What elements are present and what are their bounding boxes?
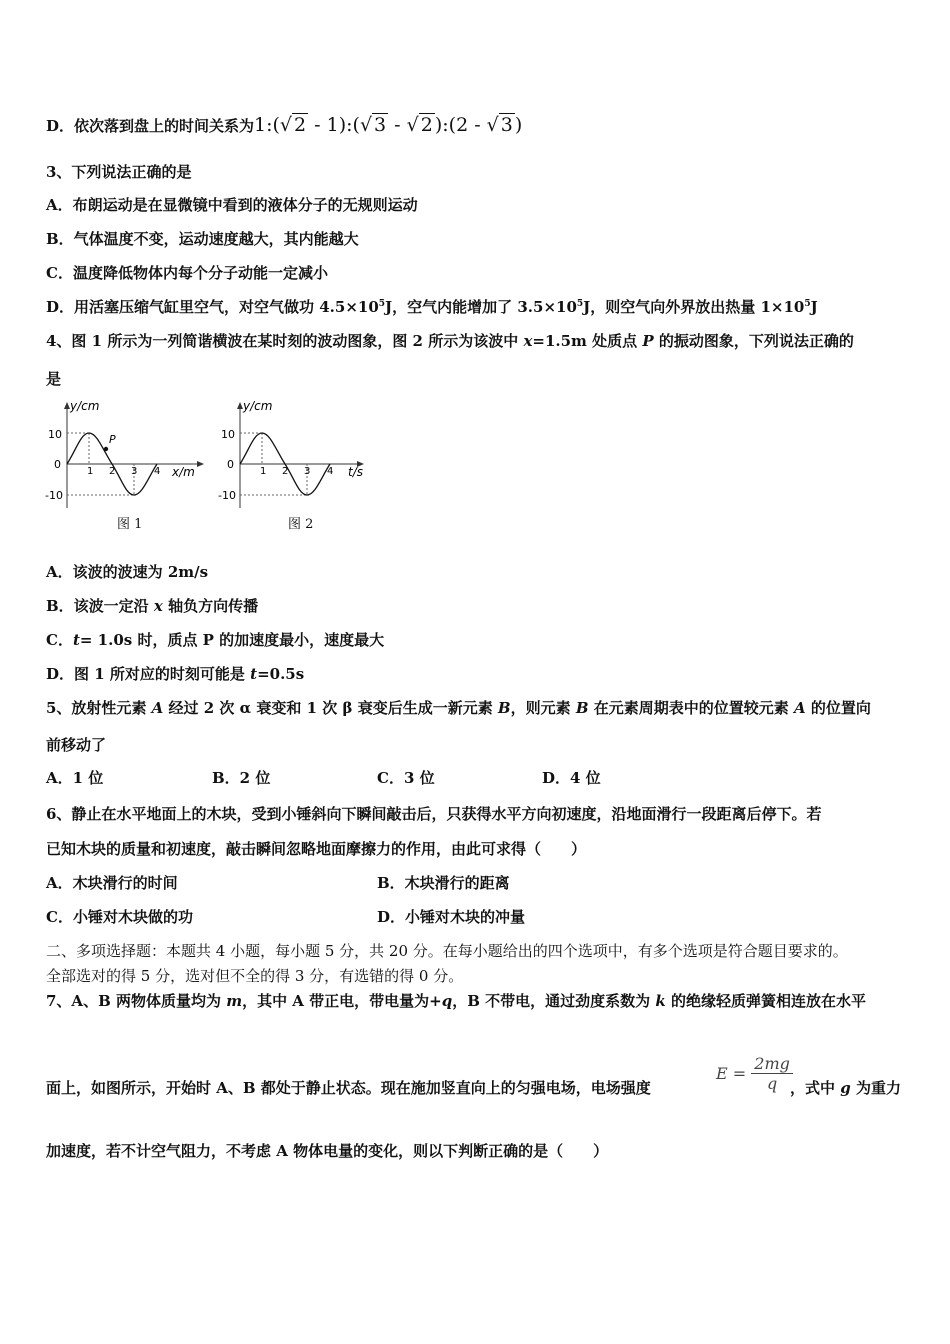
figure-1-wave-graph bbox=[40, 398, 210, 517]
q4-option-c: C．t= 1.0s 时，质点 P 的加速度最小，速度最大 bbox=[46, 631, 385, 649]
q7-stem-line2: 面上，如图所示，开始时 A、B 都处于静止状态。现在施加竖直向上的匀强电场，电场强度 bbox=[46, 1079, 651, 1097]
fig2-y-neg: -10 bbox=[218, 489, 236, 502]
q6-option-c: C．小锤对木块做的功 bbox=[46, 908, 193, 926]
q5-stem-line1: 5、放射性元素 A 经过 2 次 α 衰变和 1 次 β 衰变后生成一新元素 B，则元素 B 在元素周期表中的位置较元素 A 的位置向 bbox=[46, 699, 871, 717]
fig1-tick-3: 3 bbox=[131, 466, 138, 477]
fig1-tick-1: 1 bbox=[87, 466, 94, 477]
q5-option-d: D．4 位 bbox=[542, 769, 601, 787]
q3-option-d: D．用活塞压缩气缸里空气，对空气做功 $4.5\times 10^5J$，空气内能增加了 $3.5\times 10^5J$，则空气向外界放出热量 $1\times 10^5J$ bbox=[46, 298, 818, 316]
q3-stem: 3、下列说法正确的是 bbox=[46, 163, 192, 181]
fig2-ylabel: y/cm bbox=[243, 399, 273, 413]
fig1-point-label: P bbox=[109, 433, 116, 446]
q7-stem-line3: 加速度，若不计空气阻力，不考虑 A 物体电量的变化，则以下判断正确的是（ ） bbox=[46, 1142, 609, 1160]
q4-option-d: D．图 1 所对应的时刻可能是 t=0.5s bbox=[46, 665, 305, 683]
point-p-marker bbox=[104, 447, 108, 451]
q5-option-c: C．3 位 bbox=[377, 769, 435, 787]
fig1-y-pos: 10 bbox=[48, 428, 62, 441]
fig1-tick-4: 4 bbox=[154, 466, 161, 477]
fig1-xlabel: x/m bbox=[172, 465, 195, 479]
q7-stem-line2-end: ，式中 g 为重力 bbox=[790, 1079, 901, 1097]
figure-2-vibration-graph bbox=[215, 398, 375, 517]
figure-2-caption: 图 2 bbox=[288, 517, 314, 532]
q6-option-b: B．木块滑行的距离 bbox=[377, 874, 510, 892]
fig2-tick-3: 3 bbox=[304, 466, 311, 477]
fig2-tick-4: 4 bbox=[327, 466, 334, 477]
q6-option-d: D．小锤对木块的冲量 bbox=[377, 908, 526, 926]
fig1-tick-2: 2 bbox=[109, 466, 116, 477]
fig2-y-pos: 10 bbox=[221, 428, 235, 441]
figure-1-caption: 图 1 bbox=[117, 517, 143, 532]
q7-field-formula: E = $\frac{2mg}{q}$ bbox=[716, 1054, 793, 1093]
q3-option-a: A．布朗运动是在显微镜中看到的液体分子的无规则运动 bbox=[46, 196, 418, 214]
q6-stem-line2: 已知木块的质量和初速度，敲击瞬间忽略地面摩擦力的作用，由此可求得（ ） bbox=[46, 840, 587, 858]
fig2-tick-2: 2 bbox=[282, 466, 289, 477]
q2-time-ratio: 1:(√ 2 - 1):(√ 3 - √ 2 ):(2 - √ 3 ) bbox=[254, 114, 523, 136]
q6-option-a: A．木块滑行的时间 bbox=[46, 874, 178, 892]
q4-stem-line2: 是 bbox=[46, 370, 62, 388]
q7-stem-line1: 7、A、B 两物体质量均为 m，其中 A 带正电，带电量为+q，B 不带电，通过劲度系数为 k 的绝缘轻质弹簧相连放在水平 bbox=[46, 992, 866, 1010]
section2-header-line2: 全部选对的得 5 分，选对但不全的得 3 分，有选错的得 0 分。 bbox=[46, 967, 464, 985]
fig2-xlabel: t/s bbox=[348, 465, 363, 479]
fig1-y-zero: 0 bbox=[54, 458, 61, 471]
fig1-ylabel: y/cm bbox=[70, 399, 100, 413]
q3-option-b: B．气体温度不变，运动速度越大，其内能越大 bbox=[46, 230, 359, 248]
section2-header-line1: 二、多项选择题：本题共 4 小题，每小题 5 分，共 20 分。在每小题给出的四个选项中，有多个选项是符合题目要求的。 bbox=[46, 942, 848, 960]
q5-option-b: B．2 位 bbox=[212, 769, 271, 787]
q4-stem-line1: 4、图 1 所示为一列简谐横波在某时刻的波动图象，图 2 所示为该波中 x=1.5m 处质点 P 的振动图象，下列说法正确的 bbox=[46, 332, 854, 350]
fig2-tick-1: 1 bbox=[260, 466, 267, 477]
q3-option-c: C．温度降低物体内每个分子动能一定减小 bbox=[46, 264, 328, 282]
q6-stem-line1: 6、静止在水平地面上的木块，受到小锤斜向下瞬间敲击后，只获得水平方向初速度，沿地面滑行一段距离后停下。若 bbox=[46, 805, 822, 823]
q4-option-b: B．该波一定沿 x 轴负方向传播 bbox=[46, 597, 259, 615]
q5-stem-line2: 前移动了 bbox=[46, 736, 107, 754]
q2-option-d bbox=[46, 115, 522, 136]
fig2-y-zero: 0 bbox=[227, 458, 234, 471]
fig1-y-neg: -10 bbox=[45, 489, 63, 502]
q2-option-d-text: D．依次落到盘上的时间关系为 bbox=[46, 117, 255, 135]
q5-option-a: A．1 位 bbox=[46, 769, 104, 787]
q4-option-a: A．该波的波速为 2m/s bbox=[46, 563, 209, 581]
